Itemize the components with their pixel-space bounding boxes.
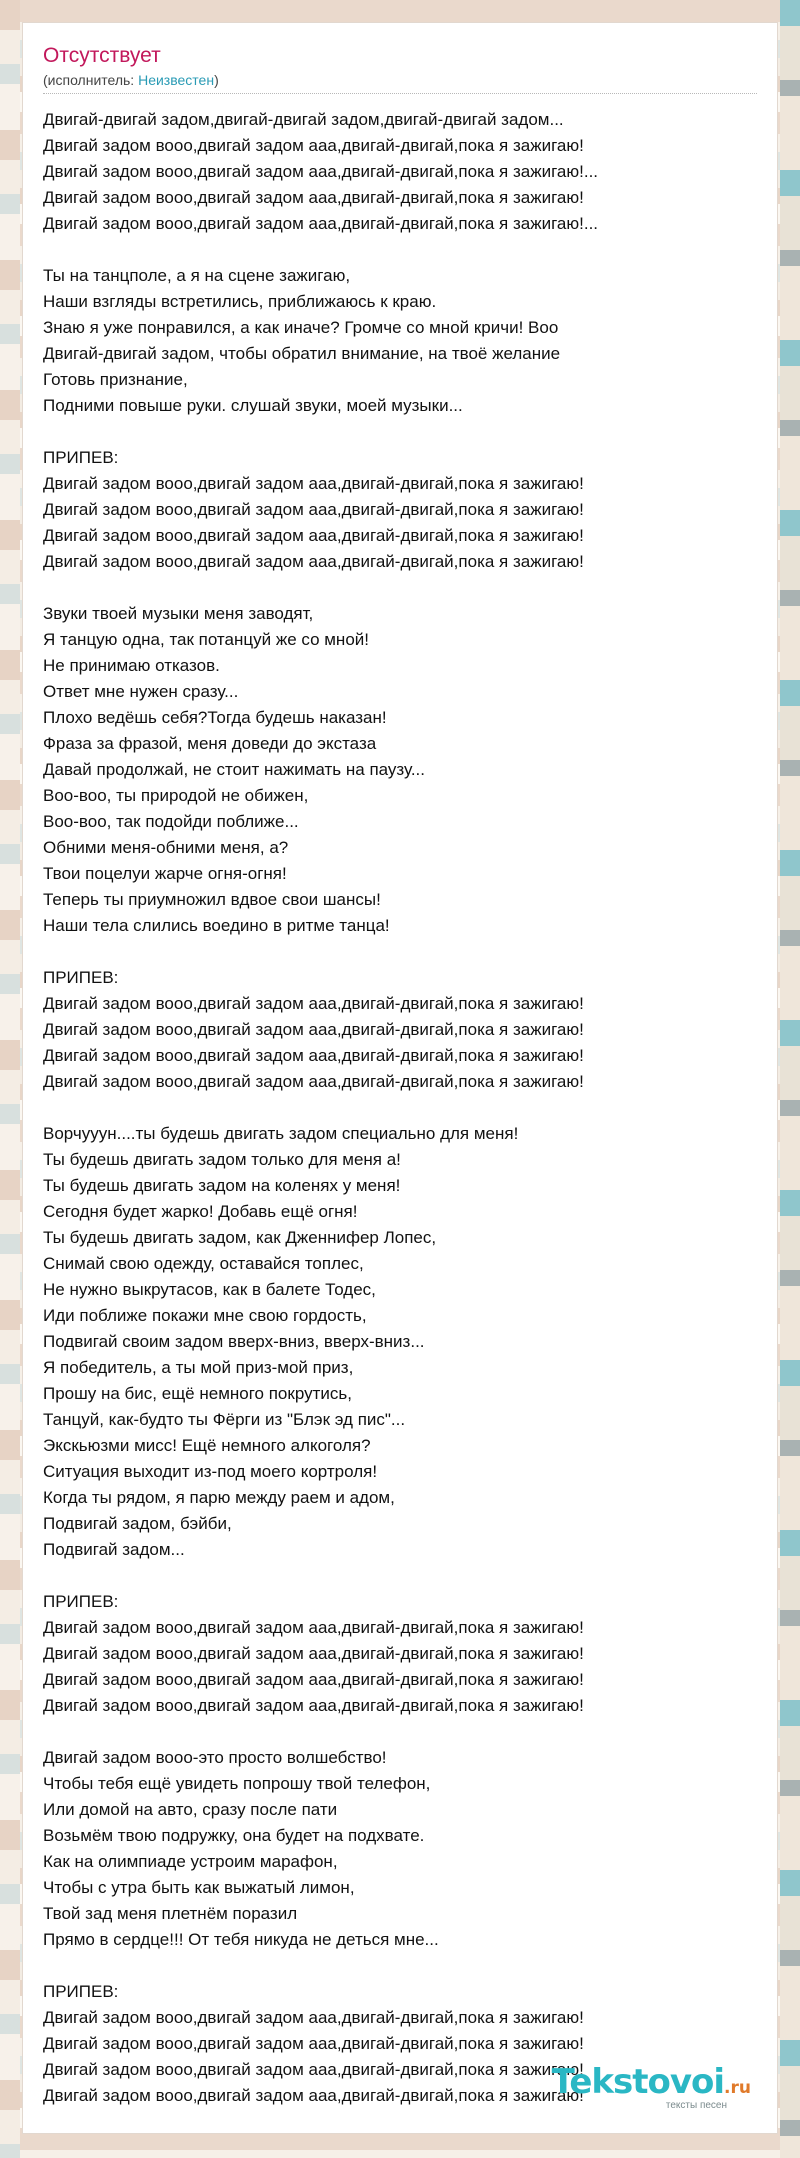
chorus-label: ПРИПЕВ:	[43, 1982, 119, 2001]
lyric-line: Обними меня-обними меня, а?	[43, 838, 289, 857]
lyric-line: Двигай задом вооо,двигай задом ааа,двигай-двигай,пока я зажигаю!	[43, 188, 584, 207]
lyric-line: Давай продолжай, не стоит нажимать на паузу...	[43, 760, 425, 779]
lyric-line: Подвигай задом, бэйби,	[43, 1514, 232, 1533]
lyric-line: Двигай задом вооо,двигай задом ааа,двигай-двигай,пока я зажигаю!	[43, 552, 584, 571]
logo-tagline: тексты песен	[665, 2100, 727, 2111]
chorus-label: ПРИПЕВ:	[43, 448, 119, 467]
lyric-line: Двигай задом вооо-это просто волшебство!	[43, 1748, 387, 1767]
lyric-line: Ответ мне нужен сразу...	[43, 682, 239, 701]
lyric-line: Двигай задом вооо,двигай задом ааа,двигай-двигай,пока я зажигаю!	[43, 500, 584, 519]
chorus-label: ПРИПЕВ:	[43, 1592, 119, 1611]
lyric-line: Двигай задом вооо,двигай задом ааа,двигай-двигай,пока я зажигаю!	[43, 474, 584, 493]
lyric-line: Ты будешь двигать задом, как Дженнифер Лопес,	[43, 1228, 437, 1247]
lyric-line: Не нужно выкрутасов, как в балете Тодес,	[43, 1280, 376, 1299]
lyric-line: Экскьюзми мисс! Ещё немного алкоголя?	[43, 1436, 371, 1455]
background-stripes-right	[780, 0, 800, 2158]
lyric-line: Знаю я уже понравился, а как иначе? Громче со мной кричи! Воо	[43, 318, 559, 337]
lyric-line: Двигай задом вооо,двигай задом ааа,двигай-двигай,пока я зажигаю!	[43, 994, 584, 1013]
lyric-line: Двигай задом вооо,двигай задом ааа,двигай-двигай,пока я зажигаю!...	[43, 214, 599, 233]
lyric-line: Прямо в сердце!!! От тебя никуда не деться мне...	[43, 1930, 439, 1949]
lyric-line: Двигай задом вооо,двигай задом ааа,двигай-двигай,пока я зажигаю!	[43, 2008, 584, 2027]
performer-link[interactable]: Неизвестен	[138, 72, 215, 88]
lyric-line: Двигай задом вооо,двигай задом ааа,двигай-двигай,пока я зажигаю!	[43, 1618, 584, 1637]
lyric-line: Двигай задом вооо,двигай задом ааа,двигай-двигай,пока я зажигаю!	[43, 1696, 584, 1715]
stanza-gap	[43, 419, 759, 445]
lyric-line: Двигай задом вооо,двигай задом ааа,двигай-двигай,пока я зажигаю!...	[43, 162, 599, 181]
lyric-line: Возьмём твою подружку, она будет на подхвате.	[43, 1826, 425, 1845]
site-logo[interactable]	[551, 2062, 751, 2111]
stanza-gap	[43, 1563, 759, 1589]
title-divider	[43, 93, 757, 94]
lyric-line: Воо-воо, так подойди поближе...	[43, 812, 299, 831]
logo-name: Tekstovoi	[551, 2062, 725, 2102]
stanza-gap	[43, 575, 759, 601]
stanza-gap	[43, 1719, 759, 1745]
lyric-line: Чтобы тебя ещё увидеть попрошу твой телефон,	[43, 1774, 431, 1793]
lyric-line: Иди поближе покажи мне свою гордость,	[43, 1306, 367, 1325]
lyric-line: Ты будешь двигать задом только для меня а!	[43, 1150, 401, 1169]
lyric-line: Когда ты рядом, я парю между раем и адом,	[43, 1488, 395, 1507]
lyrics-text	[43, 107, 759, 2109]
lyrics-card	[22, 22, 778, 2134]
lyric-line: Подвигай задом...	[43, 1540, 185, 1559]
lyric-line: Двигай задом вооо,двигай задом ааа,двигай-двигай,пока я зажигаю!	[43, 1670, 584, 1689]
lyric-line: Фраза за фразой, меня доведи до экстаза	[43, 734, 377, 753]
stanza-gap	[43, 237, 759, 263]
lyric-line: Прошу на бис, ещё немного покрутись,	[43, 1384, 352, 1403]
lyric-line: Двигай задом вооо,двигай задом ааа,двигай-двигай,пока я зажигаю!	[43, 136, 584, 155]
performer-suffix: )	[214, 72, 219, 88]
chorus-label: ПРИПЕВ:	[43, 968, 119, 987]
lyric-line: Или домой на авто, сразу после пати	[43, 1800, 338, 1819]
lyric-line: Двигай задом вооо,двигай задом ааа,двигай-двигай,пока я зажигаю!	[43, 1644, 584, 1663]
lyric-line: Я танцую одна, так потанцуй же со мной!	[43, 630, 369, 649]
stanza-gap	[43, 1095, 759, 1121]
performer-prefix: (исполнитель:	[43, 72, 139, 88]
lyric-line: Двигай задом вооо,двигай задом ааа,двигай-двигай,пока я зажигаю!	[43, 526, 584, 545]
logo-domain: .ru	[724, 2078, 751, 2098]
stanza-gap	[43, 1953, 759, 1979]
lyric-line: Звуки твоей музыки меня заводят,	[43, 604, 314, 623]
lyric-line: Я победитель, а ты мой приз-мой приз,	[43, 1358, 354, 1377]
lyric-line: Двигай задом вооо,двигай задом ааа,двигай-двигай,пока я зажигаю!	[43, 1072, 584, 1091]
lyric-line: Двигай задом вооо,двигай задом ааа,двигай-двигай,пока я зажигаю!	[43, 2060, 584, 2079]
lyric-line: Двигай-двигай задом,двигай-двигай задом,двигай-двигай задом...	[43, 110, 564, 129]
lyric-line: Танцуй, как-будто ты Фёрги из "Блэк эд пис"...	[43, 1410, 406, 1429]
lyric-line: Чтобы с утра быть как выжатый лимон,	[43, 1878, 355, 1897]
lyric-line: Теперь ты приумножил вдвое свои шансы!	[43, 890, 381, 909]
lyric-line: Готовь признание,	[43, 370, 188, 389]
lyric-line: Двигай задом вооо,двигай задом ааа,двигай-двигай,пока я зажигаю!	[43, 2034, 584, 2053]
lyric-line: Не принимаю отказов.	[43, 656, 220, 675]
song-title: Отсутствует	[43, 44, 161, 67]
lyric-line: Воо-воо, ты природой не обижен,	[43, 786, 309, 805]
lyric-line: Плохо ведёшь себя?Тогда будешь наказан!	[43, 708, 387, 727]
lyric-line: Наши взгляды встретились, приближаюсь к краю.	[43, 292, 437, 311]
background-stripes-left	[0, 0, 20, 2158]
performer-line	[43, 71, 219, 89]
lyric-line: Как на олимпиаде устроим марафон,	[43, 1852, 338, 1871]
lyric-line: Ворчууун....ты будешь двигать задом специально для меня!	[43, 1124, 519, 1143]
lyric-line: Наши тела слились воедино в ритме танца!	[43, 916, 390, 935]
lyric-line: Двигай-двигай задом, чтобы обратил внимание, на твоё желание	[43, 344, 561, 363]
lyric-line: Ты будешь двигать задом на коленях у меня!	[43, 1176, 401, 1195]
lyric-line: Снимай свою одежду, оставайся топлес,	[43, 1254, 364, 1273]
lyric-line: Твои поцелуи жарче огня-огня!	[43, 864, 287, 883]
lyric-line: Двигай задом вооо,двигай задом ааа,двигай-двигай,пока я зажигаю!	[43, 1020, 584, 1039]
lyric-line: Двигай задом вооо,двигай задом ааа,двигай-двигай,пока я зажигаю!	[43, 2086, 584, 2105]
lyric-line: Подвигай своим задом вверх-вниз, вверх-вниз...	[43, 1332, 425, 1351]
lyric-line: Твой зад меня плетнём поразил	[43, 1904, 298, 1923]
lyric-line: Ты на танцполе, а я на сцене зажигаю,	[43, 266, 351, 285]
lyric-line: Подними повыше руки. слушай звуки, моей музыки...	[43, 396, 463, 415]
lyric-line: Ситуация выходит из-под моего кортроля!	[43, 1462, 378, 1481]
lyric-line: Двигай задом вооо,двигай задом ааа,двигай-двигай,пока я зажигаю!	[43, 1046, 584, 1065]
lyric-line: Сегодня будет жарко! Добавь ещё огня!	[43, 1202, 358, 1221]
stanza-gap	[43, 939, 759, 965]
